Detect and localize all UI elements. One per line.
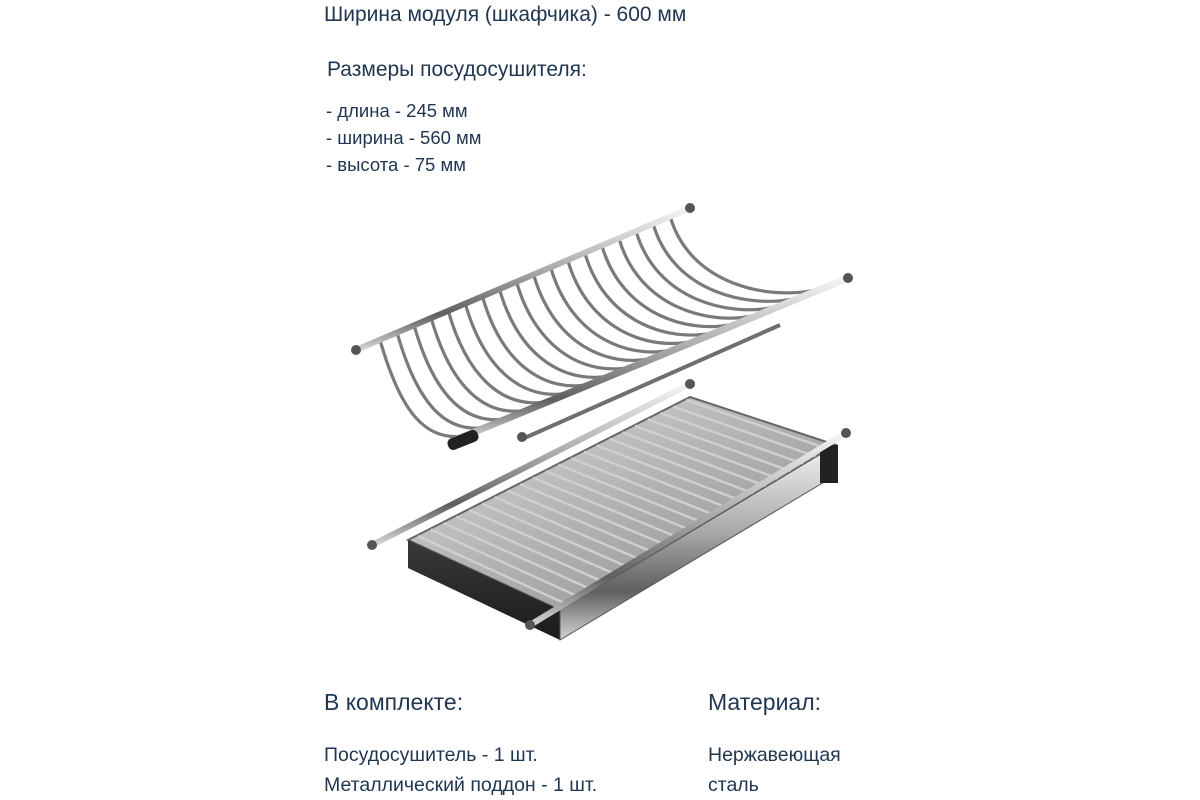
- material-value: [708, 740, 841, 800]
- kit-item-tray: Металлический поддон - 1 шт.: [324, 774, 598, 796]
- rail-end-bolt: [843, 273, 853, 283]
- dish-rack-illustration: [340, 195, 860, 655]
- material-heading: Материал:: [708, 689, 822, 715]
- rail-end-bolt: [841, 428, 851, 438]
- dimension-width: - ширина - 560 мм: [326, 127, 482, 148]
- rail-end-bolt: [517, 432, 527, 442]
- kit-list: [324, 740, 597, 800]
- plate-rack: [351, 203, 853, 452]
- plate-rack-wire: [551, 267, 673, 352]
- material-value-line: Нержавеющая: [708, 744, 841, 766]
- dimensions-heading: Размеры посудосушителя:: [327, 58, 587, 81]
- rail-end-bolt: [351, 345, 361, 355]
- rail-end-bolt: [685, 379, 695, 389]
- plate-rack-end-cap: [446, 428, 480, 451]
- rail-end-bolt: [525, 620, 535, 630]
- rail-end-bolt: [367, 540, 377, 550]
- module-width-text: Ширина модуля (шкафчика) - 600 мм: [324, 3, 687, 26]
- dimension-length: - длина - 245 мм: [326, 100, 468, 121]
- kit-heading: В комплекте:: [324, 689, 464, 715]
- drip-tray: [367, 379, 851, 640]
- dimensions-list: [326, 97, 482, 178]
- plate-rack-wire: [534, 274, 653, 360]
- tray-corner-cap: [820, 445, 838, 483]
- dimension-height: - высота - 75 мм: [326, 154, 466, 175]
- plate-rack-wire: [414, 325, 510, 419]
- plate-rack-wire: [670, 216, 815, 293]
- plate-rack-wire: [431, 318, 531, 411]
- plate-rack-wire: [636, 231, 775, 310]
- plate-rack-wire: [568, 260, 694, 344]
- material-value-line: сталь: [708, 774, 759, 796]
- plate-rack-wire: [653, 223, 795, 301]
- kit-item-rack: Посудосушитель - 1 шт.: [324, 744, 538, 766]
- plate-rack-wire: [585, 252, 714, 335]
- rail-end-bolt: [685, 203, 695, 213]
